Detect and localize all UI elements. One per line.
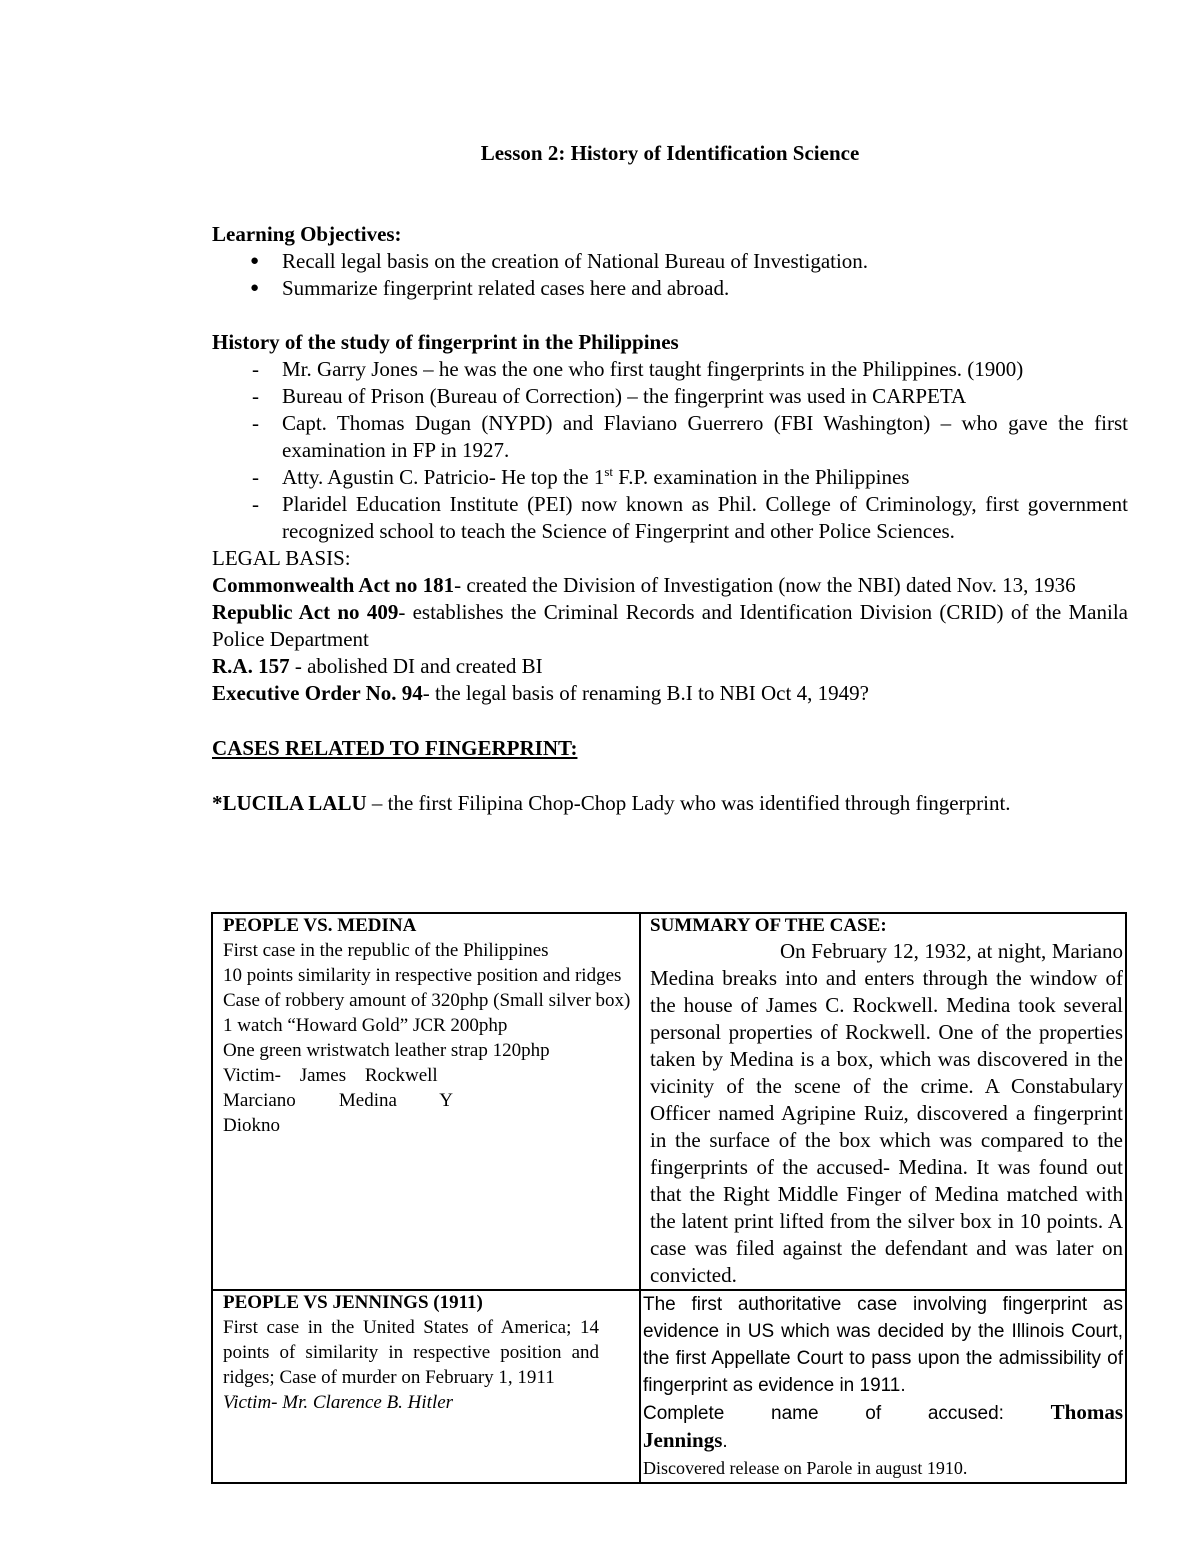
legal-ra157 <box>212 653 1128 680</box>
lalu-text: – the first Filipina Chop-Chop Lady who was identified through fingerprint. <box>366 791 1011 815</box>
list-item: - Plaridel Education Institute (PEI) now known as Phil. College of Criminology, first government recognized school to teach the Science of Fingerprint and other Police Sciences. <box>212 491 1128 545</box>
case-line: Victim- James Rockwell <box>223 1065 438 1086</box>
table-row <box>212 913 1126 1290</box>
list-item: - Mr. Garry Jones – he was the one who first taught fingerprints in the Philippines. (1900) <box>212 356 1128 383</box>
case-line: 1 watch “Howard Gold” JCR 200php <box>223 1015 508 1036</box>
case-victim: Victim- Mr. Clarence B. Hitler <box>223 1392 454 1413</box>
cases-heading: CASES RELATED TO FINGERPRINT: <box>212 736 578 760</box>
legal-text: - created the Division of Investigation (now the NBI) dated Nov. 13, 1936 <box>454 573 1076 597</box>
legal-text: - establishes the Criminal Records and Identification Division (CRID) of the Manila Police Department <box>212 600 1128 651</box>
page-title: Lesson 2: History of Identification Science <box>480 141 860 165</box>
list-item <box>212 464 1128 491</box>
accused-end: . <box>722 1431 728 1452</box>
legal-heading: LEGAL BASIS: <box>212 546 351 570</box>
list-item: ● Summarize fingerprint related cases here and abroad. <box>212 275 1128 302</box>
legal-eo94 <box>212 680 1128 707</box>
lalu-label: *LUCILA LALU <box>212 791 367 815</box>
document-body <box>212 140 1128 817</box>
summary-header: SUMMARY OF THE CASE: <box>650 915 887 936</box>
patricio-sup: st <box>604 464 614 479</box>
case-summary: On February 12, 1932, at night, Mariano Medina breaks into and enters through the window of the house of James C. Rockwell. Medina took several personal properties of Rockwell. One of the properties taken by Medina is a box, which was discovered in the vicinity of the scene of the crime. A Constabulary Officer named Agripine Ruiz, discovered a fingerprint in the surface of the box which was compared to the fingerprints of the accused- Medina. It was found out that the Right Middle Finger of Medina matched with the latent print lifted from the silver box in 10 points. A case was filed against the defendant and was later on convicted. <box>650 939 1123 1287</box>
patricio-text: Atty. Agustin C. Patricio- He top the 1 <box>282 465 605 489</box>
table-cell <box>640 1290 1126 1483</box>
case-line: 10 points similarity in respective position and ridges <box>223 965 622 986</box>
list-item: ● Recall legal basis on the creation of National Bureau of Investigation. <box>212 248 1128 275</box>
case-line: First case in the republic of the Philippines <box>223 940 549 961</box>
case-line: Case of robbery amount of 320php (Small silver box) <box>223 990 631 1011</box>
legal-ca181 <box>212 572 1128 599</box>
history-list <box>212 356 1128 545</box>
objectives-list <box>212 248 1128 302</box>
accused-name: Thomas Jennings <box>643 1400 1123 1452</box>
table-cell <box>212 1290 640 1483</box>
legal-ra409 <box>212 599 1128 653</box>
case-header: PEOPLE VS. MEDINA <box>223 915 417 936</box>
accused-line <box>643 1399 1123 1455</box>
history-heading: History of the study of fingerprint in the Philippines <box>212 330 679 354</box>
table-row <box>212 1290 1126 1483</box>
parole-line: Discovered release on Parole in august 1910. <box>643 1458 968 1478</box>
legal-label: R.A. 157 <box>212 654 290 678</box>
objectives-heading: Learning Objectives: <box>212 222 402 246</box>
table-cell <box>212 913 640 1290</box>
case-line: Marciano Medina Y Diokno <box>223 1090 453 1136</box>
list-item: - Bureau of Prison (Bureau of Correction) – the fingerprint was used in CARPETA <box>212 383 1128 410</box>
case-line: One green wristwatch leather strap 120php <box>223 1040 550 1061</box>
legal-label: Republic Act no 409 <box>212 600 399 624</box>
lalu-line <box>212 790 1128 817</box>
patricio-text-post: F.P. examination in the Philippines <box>613 465 910 489</box>
case-line: First case in the United States of America; 14 points of similarity in respective position and ridges; Case of murder on February 1, 1911 <box>223 1317 599 1388</box>
accused-label: Complete name of accused: <box>643 1403 1051 1424</box>
legal-text: - the legal basis of renaming B.I to NBI Oct 4, 1949? <box>422 681 869 705</box>
legal-label: Executive Order No. 94 <box>212 681 423 705</box>
legal-text: - abolished DI and created BI <box>289 654 543 678</box>
case-summary: The first authoritative case involving fingerprint as evidence in US which was decided by the Illinois Court, the first Appellate Court to pass upon the admissibility of fingerprint as evidence in 1911. <box>643 1294 1123 1396</box>
cases-table <box>211 912 1127 1484</box>
table-cell <box>640 913 1126 1290</box>
legal-label: Commonwealth Act no 181 <box>212 573 455 597</box>
list-item: - Capt. Thomas Dugan (NYPD) and Flaviano Guerrero (FBI Washington) – who gave the first examination in FP in 1927. <box>212 410 1128 464</box>
case-header: PEOPLE VS JENNINGS (1911) <box>223 1292 483 1313</box>
